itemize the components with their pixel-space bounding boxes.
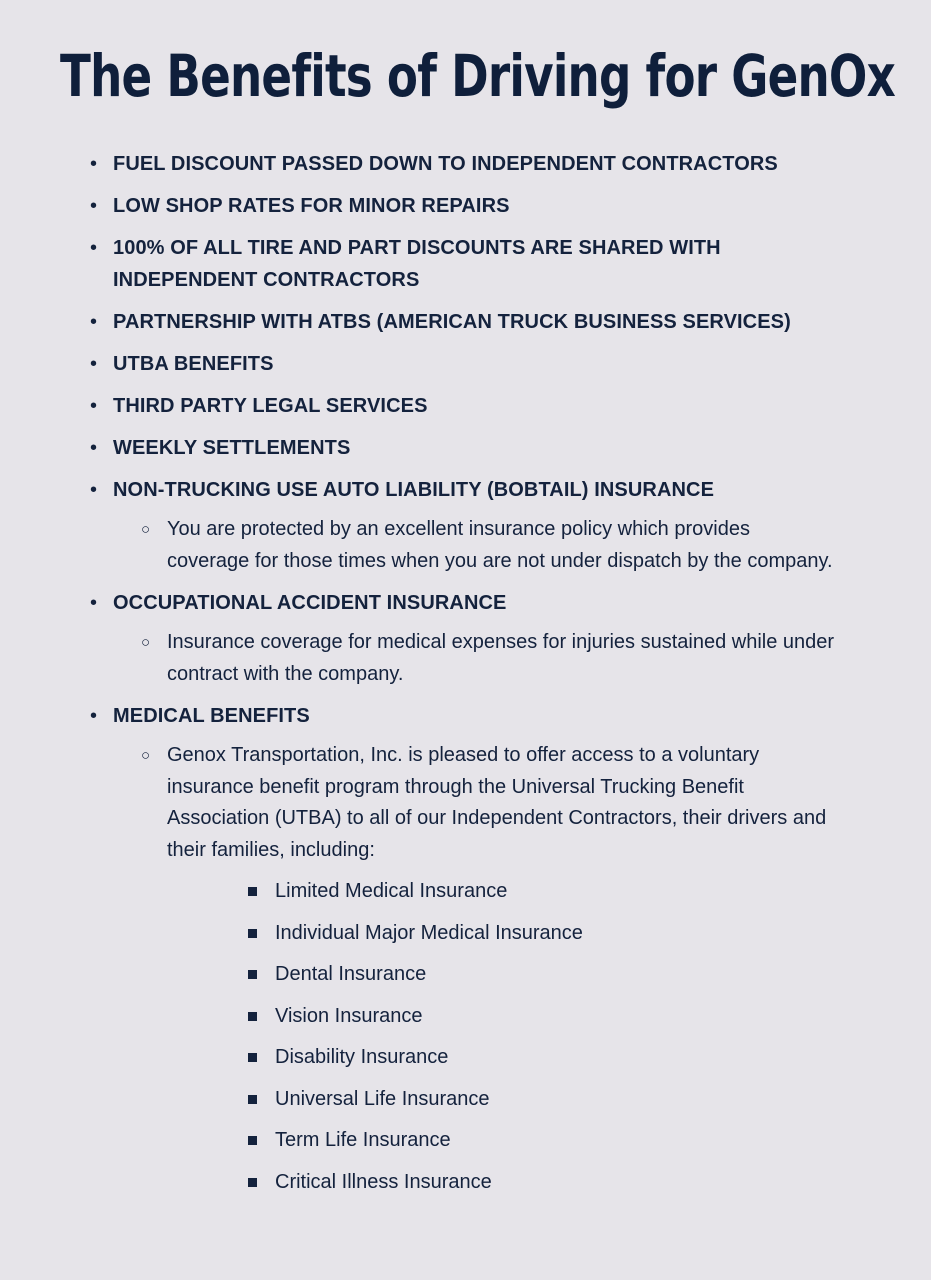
benefit-label: THIRD PARTY LEGAL SERVICES — [113, 395, 428, 417]
benefit-label: PARTNERSHIP WITH ATBS (AMERICAN TRUCK BUSINESS SERVICES) — [113, 311, 791, 333]
benefit-label: NON-TRUCKING USE AUTO LIABILITY (BOBTAIL) INSURANCE — [113, 479, 715, 501]
insurance-type-item — [167, 1124, 890, 1166]
detail-text: Insurance coverage for medical expenses for injuries sustained while under contract with the company. — [167, 631, 835, 685]
insurance-type-label: Limited Medical Insurance — [275, 880, 508, 902]
insurance-type-item — [167, 917, 890, 959]
square-bullet-icon — [248, 1095, 257, 1104]
insurance-type-label: Critical Illness Insurance — [275, 1170, 492, 1193]
bullet-icon: • — [90, 395, 98, 417]
benefit-label: OCCUPATIONAL ACCIDENT INSURANCE — [113, 592, 507, 614]
benefit-label: FUEL DISCOUNT PASSED DOWN TO INDEPENDENT CONTRACTORS — [113, 153, 778, 175]
square-bullet-icon — [248, 929, 257, 938]
insurance-type-label: Vision Insurance — [275, 1004, 423, 1027]
benefit-details — [113, 627, 890, 690]
benefit-item — [90, 700, 890, 1207]
insurance-type-item — [167, 875, 890, 917]
bullet-icon: • — [90, 479, 98, 501]
detail-item — [113, 514, 890, 577]
insurance-types-list — [167, 875, 890, 1207]
detail-text: Genox Transportation, Inc. is pleased to offer access to a voluntary insurance benefit program through the Universal Trucking Benefit Association (UTBA) to all of our Independent Contractors, their drivers and their families, including: — [167, 744, 827, 861]
benefit-item — [90, 390, 890, 422]
benefit-item — [90, 148, 890, 180]
benefit-label: LOW SHOP RATES FOR MINOR REPAIRS — [113, 195, 510, 217]
benefit-label: UTBA BENEFITS — [113, 353, 274, 375]
bullet-icon: • — [90, 311, 98, 333]
benefit-item — [90, 190, 890, 222]
benefit-item — [90, 306, 890, 338]
insurance-type-item — [167, 1083, 890, 1125]
bullet-icon: • — [90, 592, 98, 614]
benefit-item — [90, 348, 890, 380]
detail-item — [113, 740, 890, 1207]
detail-text: You are protected by an excellent insurance policy which provides coverage for those times when you are not under dispatch by the company. — [167, 518, 833, 572]
circle-bullet-icon: ○ — [141, 747, 151, 764]
insurance-type-item — [167, 958, 890, 1000]
benefit-item — [90, 474, 890, 577]
benefit-item — [90, 232, 890, 296]
benefit-item — [90, 432, 890, 464]
insurance-type-item — [167, 1166, 890, 1208]
square-bullet-icon — [248, 1136, 257, 1145]
benefit-details — [113, 740, 890, 1207]
circle-bullet-icon: ○ — [141, 521, 151, 538]
insurance-type-label: Individual Major Medical Insurance — [275, 921, 583, 944]
detail-item — [113, 627, 890, 690]
insurance-type-label: Dental Insurance — [275, 963, 427, 985]
bullet-icon: • — [90, 195, 98, 217]
square-bullet-icon — [248, 1053, 257, 1062]
square-bullet-icon — [248, 887, 257, 896]
benefit-label: MEDICAL BENEFITS — [113, 705, 310, 727]
bullet-icon: • — [90, 153, 98, 175]
insurance-type-item — [167, 1041, 890, 1083]
benefit-label: WEEKLY SETTLEMENTS — [113, 437, 351, 459]
bullet-icon: • — [90, 437, 98, 459]
page-title: The Benefits of Driving for GenOx — [60, 42, 896, 110]
square-bullet-icon — [248, 970, 257, 979]
insurance-type-label: Disability Insurance — [275, 1046, 449, 1068]
benefit-label: 100% OF ALL TIRE AND PART DISCOUNTS ARE SHARED WITH INDEPENDENT CONTRACTORS — [113, 237, 721, 291]
benefit-details — [113, 514, 890, 577]
bullet-icon: • — [90, 705, 98, 727]
circle-bullet-icon: ○ — [141, 634, 151, 651]
insurance-type-label: Universal Life Insurance — [275, 1087, 490, 1110]
square-bullet-icon — [248, 1178, 257, 1187]
insurance-type-label: Term Life Insurance — [275, 1129, 451, 1151]
benefit-item — [90, 587, 890, 690]
bullet-icon: • — [90, 237, 98, 259]
square-bullet-icon — [248, 1012, 257, 1021]
benefits-list — [90, 148, 890, 1217]
insurance-type-item — [167, 1000, 890, 1042]
bullet-icon: • — [90, 353, 98, 375]
